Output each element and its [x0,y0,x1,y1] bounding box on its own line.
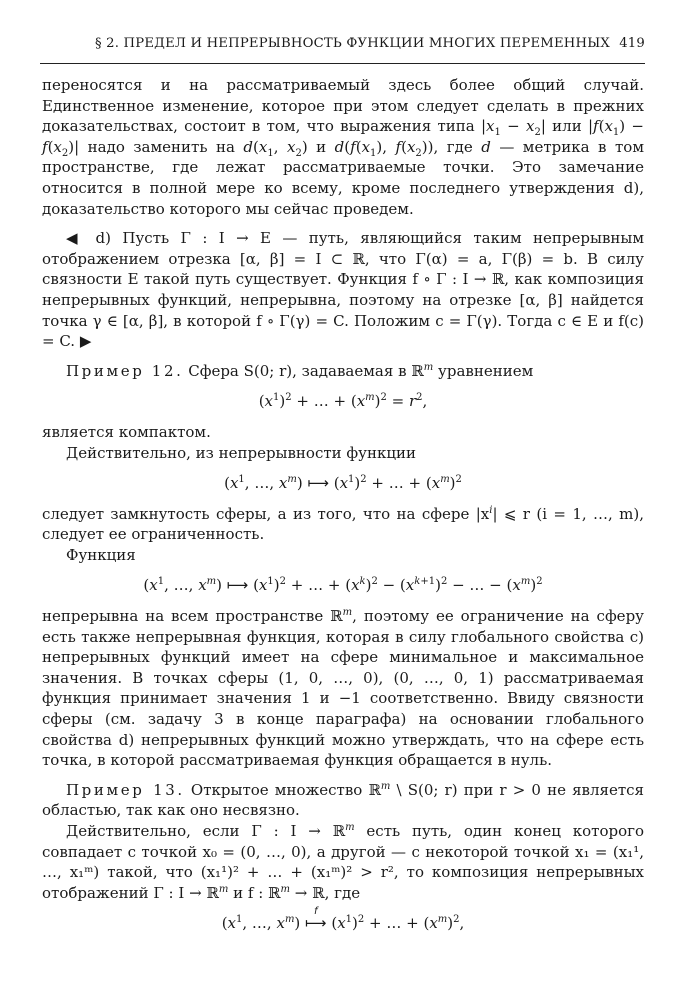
indeed2-d: → ℝ, где [290,883,361,902]
p1-d: и [307,137,335,156]
compact-line: является компактом. [42,422,211,441]
expr-abs-f: $|f(x_1) - f(x_2)|$ [42,117,644,159]
p1-c: надо заменить на [79,137,244,156]
paragraph-proof-d: ◀ d) Пусть Γ : I → E — путь, являющийся таким непрерывным отображением отрезка [α, β] = I ⊂ ℝ, что Γ(α) = a, Γ(β) = b. В силу связности E такой путь существует. Функция f ∘ Γ : I → ℝ, как композиция непрерывных функций, непрерывна, поэтому на отрезке [α, β] найдется точка γ ∈ [α, β], в которой f ∘ Γ(γ) = C. Положим c = Γ(γ). Тогда c ∈ E и f(c) = C. ▶ [42,229,644,351]
paragraph-1: переносятся и на рассматриваемый здесь более общий случай. Единственное изменение, которое при этом следует сделать в прежних доказательствах, состоит в том, что выражения типа $|x_1 - x_2|$ или $|f(x_1) - f(x_2)|$ надо заменить на $d(x_1$, $x_2$) и $d(f(x_1)$, $f(x_2)$), где d — метрика в том пространстве, где лежат рассматриваемые точки. Это замечание относится в полной мере ко всему, кроме последнего утверждения d), доказательство которого мы сейчас проведем. [42,76,644,218]
follows-a: следует замкнутость сферы, а из того, что на сфере |x [42,504,490,523]
header-rule [40,63,645,64]
formula-map-2: ($x^1$, …, $x^m$) ⟼ $(x^1)^2$ + … + $(x^k)^2 - (x^{k+1})^2$ − … − $(x^m)^2$ [143,576,543,595]
running-header [95,36,645,51]
example-12-label: Пример 12. [66,361,184,380]
indeed2-a: Действительно, если Γ : I → ℝ [66,822,346,840]
expr-df: $d(f(x_1)$, $f(x_2)$) [334,137,434,159]
formula-map-1: ($x^1$, …, $x^m$) ⟼ $(x^1)^2$ + … + $(x^m)^2$ [224,474,462,493]
continuous-b: , поэтому ее ограничение на сферу есть также непрерывная функция, которая в силу глобального свойства c) непрерывных функций имеет на сфере минимальное и максимальное значения. В точках сферы (1, 0, …, 0), (0, …, 0, 1) рассматриваемая функция принимает значения 1 и −1 соответственно. Ввиду связности сферы (см. задачу 3 в конце параграфа) на основании глобального свойства d) непрерывных функций можно утверждать, что на сфере есть точка, в которой рассматриваемая функция обращается в нуль. [42,607,644,770]
continuous-a: непрерывна на всем пространстве ℝ [42,607,343,626]
example-13: Пример 13. Открытое множество ℝ$^m$ \ S(0; r) при r > 0 не является областью, так как оно несвязно. [42,780,645,820]
example-13-text2: \ S(0; r) при r > 0 не является областью, так как оно несвязно. [42,780,645,820]
p1-f: — метрика в том пространстве, где лежат рассматриваемые точки. Это замечание относится в полной мере ко всему, кроме последнего утверждения d), доказательство которого мы сейчас проведем. [42,137,644,218]
indeed-continuity: Действительно, из непрерывности функции [66,443,417,462]
p1-b: или [545,117,588,136]
page-body [42,75,644,944]
example-12-text2: уравнением [433,361,534,380]
indeed-path-paragraph: Действительно, если Γ : I → ℝ$^m$ есть путь, один конец которого совпадает с точкой x₀ = (0, …, 0), а другой — с некоторой точкой x₁ = (x₁¹, …, x₁ᵐ) такой, что (x₁¹)² + … + (x₁ᵐ)² > r², то композиция непрерывных отображений Γ : I → ℝ$^m$ и f : ℝ$^m$ → ℝ, где [42,822,644,902]
expr-abs-x: $|x_1 - x_2|$ [480,117,546,139]
maps-to-f-arrow: f ⟼ [305,906,327,933]
indeed2-c: и f : ℝ [228,883,281,902]
follows-b: | ⩽ r (i = 1, …, m), следует ее ограниченность. [42,504,644,544]
expr-dx: $d(x_1$, $x_2$) [243,137,308,159]
closedness-paragraph: следует замкнутость сферы, а из того, что на сфере $|x^i|$ ⩽ r (i = 1, …, m), следует ее ограниченность. [42,504,644,544]
p1-a: переносятся и на рассматриваемый здесь более общий случай. Единственное изменение, которое при этом следует сделать в прежних доказательствах, состоит в том, что выражения типа [42,76,644,136]
page-number: 419 [619,36,645,51]
formula-sphere: $(x^1)^2$ + … + $(x^m)^2 = r^2$, [258,392,428,411]
example-12-text: Сфера S(0; r), задаваемая в ℝ [183,361,424,380]
continuity-paragraph: непрерывна на всем пространстве ℝ$^m$, поэтому ее ограничение на сферу есть также непрерывная функция, которая в силу глобального свойства c) непрерывных функций имеет на сфере минимальное и максимальное значения. В точках сферы (1, 0, …, 0), (0, …, 0, 1) рассматриваемая функция принимает значения 1 и −1 соответственно. Ввиду связности сферы (см. задачу 3 в конце параграфа) на основании глобального свойства d) непрерывных функций можно утверждать, что на сфере есть точка, в которой рассматриваемая функция обращается в нуль. [42,607,644,770]
indeed2-b: есть путь, один конец которого совпадает с точкой x₀ = (0, …, 0), а другой — с некоторой точкой x₁ = (x₁¹, …, x₁ᵐ) такой, что (x₁¹)² + … + (x₁ᵐ)² > r², то композиция непрерывных отображений Γ : I → ℝ [42,822,644,902]
example-13-text: Открытое множество ℝ [184,780,381,799]
p1-e: , где [433,137,482,156]
example-12: Пример 12. Сфера S(0; r), задаваемая в ℝ$^m$ уравнением [66,361,534,380]
function-word: Функция [66,545,136,564]
header-title: § 2. ПРЕДЕЛ И НЕПРЕРЫВНОСТЬ ФУНКЦИИ МНОГИХ ПЕРЕМЕННЫХ [95,36,610,51]
formula-map-3: ($x^1$, …, $x^m$) f ⟼ $(x^1)^2$ + … + $(x^m)^2$, [221,906,465,933]
example-13-label: Пример 13. [66,780,185,799]
